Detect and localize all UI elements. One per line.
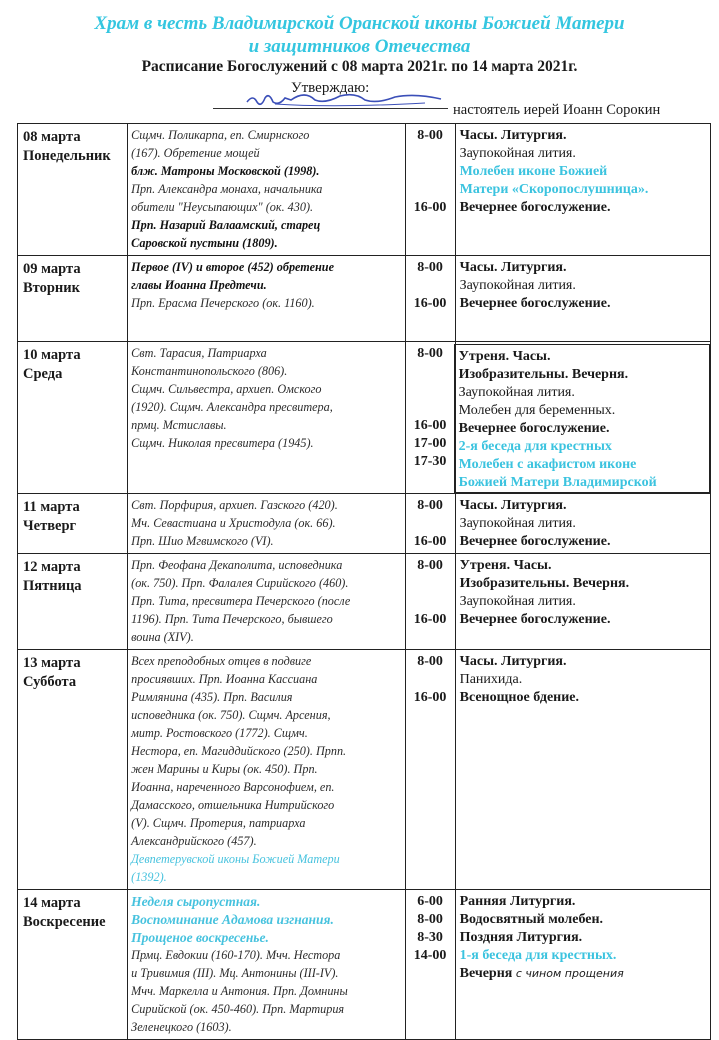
saint-line: главы Иоанна Предтечи.	[131, 278, 267, 292]
day-cell	[18, 650, 128, 890]
schedule-table	[17, 123, 711, 1040]
time-cell	[405, 124, 455, 256]
saint-line: Прощеное воскресенье.	[131, 930, 269, 945]
service-time: 8-00	[417, 912, 443, 927]
time-cell	[405, 494, 455, 554]
saint-line: (1392).	[131, 870, 167, 884]
saints-cell	[128, 342, 405, 494]
service-time: 8-00	[417, 498, 443, 513]
service-line: 2-я беседа для крестных	[458, 439, 612, 454]
saint-line: Прп. Шио Мгвимского (VI).	[131, 534, 274, 548]
date-label: 13 марта	[23, 655, 81, 671]
service-line: Часы. Литургия.	[459, 128, 567, 143]
day-cell	[18, 554, 128, 650]
saints-text	[128, 554, 404, 649]
service-time: 16-00	[413, 534, 447, 549]
day-cell	[18, 256, 128, 342]
saint-line: Сирийской (ок. 450-460). Прп. Мартирия	[131, 1002, 345, 1016]
service-line: Вечернее богослужение.	[459, 534, 611, 549]
saint-line: Прп. Тита, пресвитера Печерского (после	[131, 594, 351, 608]
services	[456, 256, 710, 313]
service-time: 16-00	[413, 612, 447, 627]
service-time: 6-00	[417, 894, 443, 909]
services	[454, 344, 710, 493]
service-line: Изобразительны. Вечерня.	[459, 576, 630, 591]
saint-line: Сщмч. Николая пресвитера (1945).	[131, 436, 314, 450]
handwritten-note: с чином прощения	[512, 967, 624, 980]
services	[456, 124, 710, 217]
saints-cell	[128, 256, 405, 342]
service-time	[406, 163, 455, 181]
schedule-row	[18, 554, 711, 650]
weekday-label: Понедельник	[23, 148, 111, 164]
weekday-label: Среда	[23, 366, 63, 382]
service-line: Заупокойная лития.	[459, 278, 576, 293]
service-line: Изобразительны. Вечерня.	[458, 367, 629, 382]
saints-cell	[128, 554, 405, 650]
saints-text	[128, 256, 404, 315]
church-title-line2: и защитников Отечества	[248, 36, 471, 57]
saint-line: Прп. Александра монаха, начальника	[131, 182, 323, 196]
services	[456, 650, 710, 707]
services-cell	[455, 890, 710, 1040]
saint-line: блж. Матроны Московской (1998).	[131, 164, 320, 178]
saint-line: Александрийского (457).	[131, 834, 257, 848]
saint-line: Мч. Севастиана и Христодула (ок. 66).	[131, 516, 336, 530]
day-cell	[18, 342, 128, 494]
schedule-row	[18, 494, 711, 554]
service-time: 16-00	[413, 418, 447, 433]
day-label	[18, 890, 127, 932]
service-line: Утреня. Часы.	[459, 558, 552, 573]
schedule-row	[18, 890, 711, 1040]
times	[406, 554, 455, 629]
service-line: Всенощное бдение.	[459, 690, 580, 705]
schedule-row	[18, 342, 711, 494]
rector-name: настоятель иерей Иоанн Сорокин	[453, 102, 661, 118]
service-line: Матери «Скоропослушница».	[459, 182, 649, 197]
saint-line: Девпетерувской иконы Божией Матери	[131, 852, 340, 866]
saint-line: Свт. Тарасия, Патриарха	[131, 346, 267, 360]
service-line: Утреня. Часы.	[458, 349, 551, 364]
service-line: Водосвятный молебен.	[459, 912, 604, 927]
service-line: Часы. Литургия.	[459, 498, 567, 513]
schedule-subtitle: Расписание Богослужений с 08 марта 2021г. по 14 марта 2021г.	[141, 58, 578, 75]
saint-line: Прп. Назарий Валаамский, старец	[131, 218, 321, 232]
date-label: 09 марта	[23, 261, 81, 277]
time-cell	[405, 890, 455, 1040]
service-line: Панихида.	[459, 672, 523, 687]
saint-line: Дамасского, отшельника Нитрийского	[131, 798, 335, 812]
service-time: 8-00	[417, 260, 443, 275]
day-label	[18, 124, 127, 166]
service-line: Вечернее богослужение.	[459, 200, 611, 215]
saint-line: (1920). Сщмч. Александра пресвитера,	[131, 400, 333, 414]
day-label	[18, 342, 127, 384]
saint-line: обители "Неусыпающих" (ок. 430).	[131, 200, 314, 214]
saints-cell	[128, 494, 405, 554]
day-cell	[18, 124, 128, 256]
saint-line: Зеленецкого (1603).	[131, 1020, 232, 1034]
service-line: Заупокойная лития.	[459, 146, 576, 161]
time-cell	[405, 650, 455, 890]
saint-line: 1196). Прп. Тита Печерского, бывшего	[131, 612, 333, 626]
saint-line: Сщмч. Поликарпа, еп. Смирнского	[131, 128, 310, 142]
saint-line: Воспоминание Адамова изгнания.	[131, 912, 334, 927]
date-label: 08 марта	[23, 129, 81, 145]
service-line: Божией Матери Владимирской	[458, 475, 657, 490]
weekday-label: Воскресение	[23, 914, 106, 930]
date-label: 14 марта	[23, 895, 81, 911]
saint-line: Сщмч. Сильвестра, архиеп. Омского	[131, 382, 322, 396]
saint-line: Неделя сыропустная.	[131, 894, 261, 909]
times	[406, 124, 455, 217]
times	[406, 494, 455, 551]
service-line: Вечернее богослужение.	[459, 612, 611, 627]
service-time: 14-00	[413, 948, 447, 963]
saint-line: Прп. Феофана Декаполита, исповедника	[131, 558, 343, 572]
service-time: 8-00	[417, 128, 443, 143]
schedule-row	[18, 124, 711, 256]
service-time	[406, 145, 455, 163]
service-line: Вечернее богослужение.	[459, 296, 611, 311]
service-line: Заупокойная лития.	[458, 385, 575, 400]
times	[406, 650, 455, 707]
schedule-row	[18, 650, 711, 890]
church-title-line1: Храм в честь Владимирской Оранской иконы Божией Матери	[94, 13, 625, 34]
saint-line: (V). Сщмч. Протерия, патриарха	[131, 816, 306, 830]
services	[456, 890, 710, 983]
day-cell	[18, 494, 128, 554]
saint-line: прмц. Мстиславы.	[131, 418, 227, 432]
service-time: 17-00	[413, 436, 447, 451]
saint-line: (ок. 750). Прп. Фалалея Сирийского (460).	[131, 576, 349, 590]
service-time: 17-30	[413, 454, 447, 469]
service-time: 16-00	[413, 690, 447, 705]
weekday-label: Четверг	[23, 518, 77, 534]
date-label: 10 марта	[23, 347, 81, 363]
saint-line: Прп. Ерасма Печерского (ок. 1160).	[131, 296, 315, 310]
saint-line: Мчч. Маркелла и Антония. Прп. Домнины	[131, 984, 348, 998]
saint-line: Прмц. Евдокии (160-170). Мчч. Нестора	[131, 948, 341, 962]
saint-line: Иоанна, нареченного Варсонофием, еп.	[131, 780, 335, 794]
service-time: 8-00	[417, 346, 443, 361]
times	[406, 890, 455, 965]
service-time: 16-00	[413, 200, 447, 215]
day-cell	[18, 890, 128, 1040]
services-cell	[455, 554, 710, 650]
saints-text	[128, 890, 404, 1039]
service-time: 16-00	[413, 296, 447, 311]
day-label	[18, 494, 127, 536]
saints-cell	[128, 124, 405, 256]
service-line: Часы. Литургия.	[459, 654, 567, 669]
saint-line: Всех преподобных отцев в подвиге	[131, 654, 312, 668]
saint-line: Нестора, еп. Магиддийского (250). Прпп.	[131, 744, 347, 758]
service-time	[406, 363, 455, 381]
service-line: Заупокойная лития.	[459, 594, 576, 609]
service-time	[406, 381, 455, 399]
time-cell	[405, 256, 455, 342]
service-time	[406, 181, 455, 199]
saints-text	[128, 342, 404, 455]
saint-line: митр. Ростовского (1772). Сщмч.	[131, 726, 308, 740]
date-label: 11 марта	[23, 499, 80, 515]
saints-text	[128, 650, 404, 889]
service-time	[406, 671, 455, 689]
services-cell	[455, 494, 710, 554]
saints-text	[128, 124, 404, 255]
saints-cell	[128, 650, 405, 890]
approve-label: Утверждаю:	[291, 80, 370, 96]
saints-cell	[128, 890, 405, 1040]
time-cell	[405, 342, 455, 494]
saint-line: и Тривимия (III). Мц. Антонины (III-IV).	[131, 966, 339, 980]
services	[456, 554, 710, 629]
service-line: Молебен с акафистом иконе	[458, 457, 637, 472]
service-time: 8-00	[417, 558, 443, 573]
service-line: Поздняя Литургия.	[459, 930, 583, 945]
service-line: Молебен для беременных.	[458, 403, 616, 418]
service-line: 1-я беседа для крестных.	[459, 948, 617, 963]
service-line: Молебен иконе Божией	[459, 164, 608, 179]
weekday-label: Суббота	[23, 674, 77, 690]
schedule-row	[18, 256, 711, 342]
saint-line: жен Марины и Киры (ок. 450). Прп.	[131, 762, 318, 776]
weekday-label: Вторник	[23, 280, 80, 296]
weekday-label: Пятница	[23, 578, 82, 594]
service-time	[406, 575, 455, 593]
time-cell	[405, 554, 455, 650]
times	[406, 256, 455, 313]
date-label: 12 марта	[23, 559, 81, 575]
service-time	[406, 593, 455, 611]
saint-line: Римлянина (435). Прп. Василия	[131, 690, 293, 704]
schedule-body	[18, 124, 711, 1040]
saint-line: Свт. Порфирия, архиеп. Газского (420).	[131, 498, 338, 512]
service-time: 8-00	[417, 654, 443, 669]
services-cell	[455, 124, 710, 256]
day-label	[18, 554, 127, 596]
saint-line: просиявших. Прп. Иоанна Кассиана	[131, 672, 318, 686]
service-line: Часы. Литургия.	[459, 260, 567, 275]
times	[406, 342, 455, 471]
saint-line: (167). Обретение мощей	[131, 146, 260, 160]
service-line: Вечерня с чином прощения	[459, 966, 624, 981]
service-time	[406, 515, 455, 533]
service-time	[406, 277, 455, 295]
day-label	[18, 650, 127, 692]
saint-line: исповедника (ок. 750). Сщмч. Арсения,	[131, 708, 331, 722]
saints-text	[128, 494, 404, 553]
signature-graphic	[245, 88, 445, 110]
saint-line: Первое (IV) и второе (452) обретение	[131, 260, 334, 274]
saint-line: воина (XIV).	[131, 630, 194, 644]
service-line: Вечернее богослужение.	[458, 421, 610, 436]
day-label	[18, 256, 127, 298]
services	[456, 494, 710, 551]
saint-line: Саровской пустыни (1809).	[131, 236, 278, 250]
service-line: Заупокойная лития.	[459, 516, 576, 531]
service-line: Ранняя Литургия.	[459, 894, 576, 909]
service-time: 8-30	[417, 930, 443, 945]
services-cell	[455, 650, 710, 890]
service-time	[406, 399, 455, 417]
services-cell	[455, 342, 710, 494]
saint-line: Константинопольского (806).	[131, 364, 288, 378]
services-cell	[455, 256, 710, 342]
